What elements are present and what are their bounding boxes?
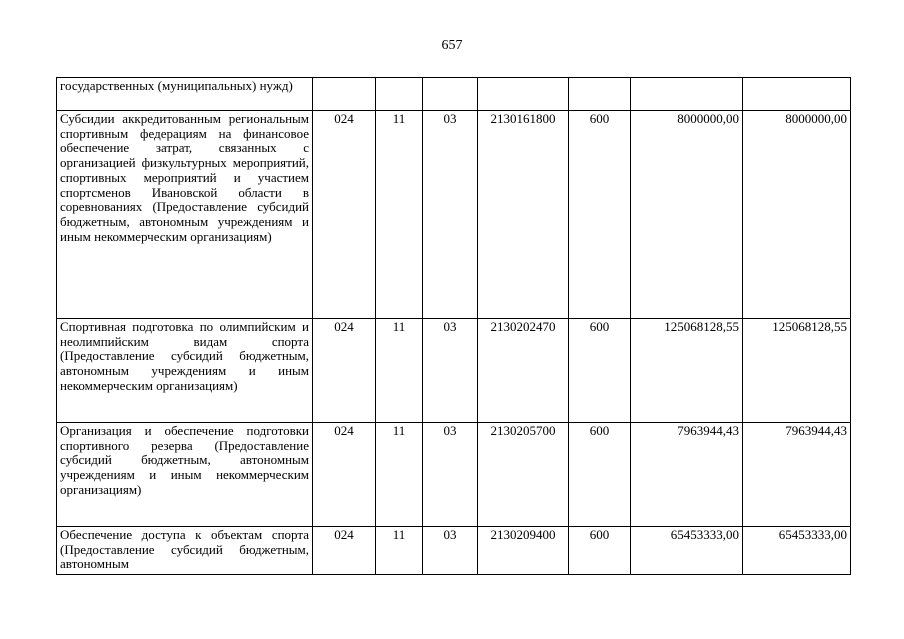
subsection-code: 03 (423, 111, 478, 319)
expense-type-code: 600 (569, 319, 631, 423)
section-code: 11 (376, 423, 423, 527)
ministry-code: 024 (313, 527, 376, 575)
amount-second: 65453333,00 (743, 527, 851, 575)
ministry-code: 024 (313, 111, 376, 319)
row-description: Субсидии аккредитованным региональным спортивным федерациям на финансовое обеспечение затрат, связанных с организацией физкультурных мероприятий, спортивных мероприятий и участием спортсменов Ивановской области в соревнованиях (Предоставление субсидий бюджетным, автономным учреждениям и иным некоммерческим организациям) (57, 111, 313, 319)
row-description: Обеспечение доступа к объектам спорта (Предоставление субсидий бюджетным, автономным (57, 527, 313, 575)
row-description: Спортивная подготовка по олимпийским и неолимпийским видам спорта (Предоставление субсидий бюджетным, автономным учреждениям и иным некоммерческим организациям) (57, 319, 313, 423)
amount-second: 125068128,55 (743, 319, 851, 423)
subsection-code: 03 (423, 319, 478, 423)
table-row (57, 78, 851, 111)
page-number: 657 (441, 38, 463, 53)
expense-type-code (569, 78, 631, 111)
section-code (376, 78, 423, 111)
subsection-code: 03 (423, 423, 478, 527)
amount-second: 8000000,00 (743, 111, 851, 319)
row-description: Организация и обеспечение подготовки спортивного резерва (Предоставление субсидий бюджетным, автономным учреждениям и иным некоммерческим организациям) (57, 423, 313, 527)
subsection-code (423, 78, 478, 111)
target-article-code: 2130161800 (478, 111, 569, 319)
table-row (57, 527, 851, 575)
amount-second: 7963944,43 (743, 423, 851, 527)
table-row (57, 111, 851, 319)
section-code: 11 (376, 319, 423, 423)
target-article-code: 2130202470 (478, 319, 569, 423)
section-code: 11 (376, 111, 423, 319)
section-code: 11 (376, 527, 423, 575)
amount-first: 7963944,43 (631, 423, 743, 527)
ministry-code (313, 78, 376, 111)
amount-first: 65453333,00 (631, 527, 743, 575)
target-article-code (478, 78, 569, 111)
target-article-code: 2130205700 (478, 423, 569, 527)
amount-first (631, 78, 743, 111)
table-row (57, 423, 851, 527)
expense-type-code: 600 (569, 423, 631, 527)
table-row (57, 319, 851, 423)
target-article-code: 2130209400 (478, 527, 569, 575)
expense-type-code: 600 (569, 111, 631, 319)
amount-first: 8000000,00 (631, 111, 743, 319)
ministry-code: 024 (313, 423, 376, 527)
expense-type-code: 600 (569, 527, 631, 575)
amount-first: 125068128,55 (631, 319, 743, 423)
budget-table (56, 77, 851, 575)
subsection-code: 03 (423, 527, 478, 575)
row-description: государственных (муниципальных) нужд) (57, 78, 313, 111)
amount-second (743, 78, 851, 111)
ministry-code: 024 (313, 319, 376, 423)
